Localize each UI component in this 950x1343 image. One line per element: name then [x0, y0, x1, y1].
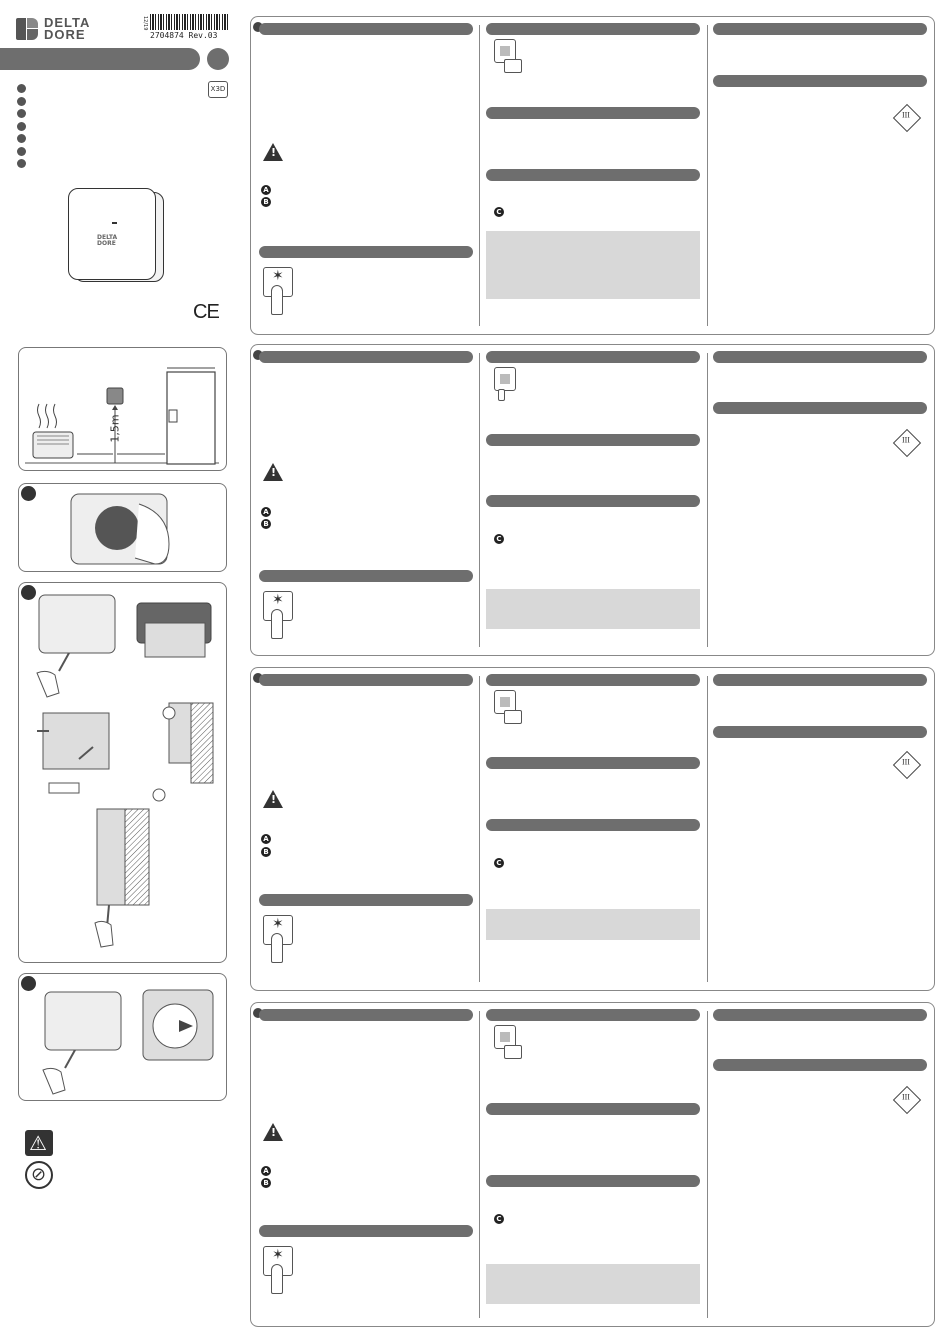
heading-bar	[486, 819, 700, 831]
height-label: 1,5m	[108, 414, 122, 443]
device-and-phone-icon	[492, 367, 522, 403]
heading-bar	[486, 434, 700, 446]
heading-bar	[259, 674, 473, 686]
note-box	[486, 589, 700, 629]
language-bullet	[17, 147, 26, 156]
marker-c: C	[494, 858, 504, 868]
step-1-panel	[18, 483, 227, 572]
heading-bar	[259, 570, 473, 582]
warning-triangle-icon: !	[263, 463, 283, 481]
marker-b: B	[261, 847, 271, 857]
column-1	[259, 345, 473, 655]
column-2	[486, 17, 700, 334]
marker-b: B	[261, 1178, 271, 1188]
column-2	[486, 1003, 700, 1326]
heading-bar	[259, 894, 473, 906]
language-bullet	[17, 134, 26, 143]
language-list	[17, 84, 26, 172]
push-button-icon	[261, 591, 295, 641]
heading-bar	[486, 351, 700, 363]
language-bullet	[17, 159, 26, 168]
barcode	[142, 14, 228, 40]
class-iii-diamond-icon: III	[893, 1086, 921, 1114]
x3d-badge: X3D	[208, 81, 228, 98]
delta-dore-logo-icon	[16, 18, 38, 40]
column-1	[259, 17, 473, 334]
marker-a: A	[261, 1166, 271, 1176]
push-button-icon	[261, 267, 295, 317]
step-2-panel	[18, 582, 227, 963]
language-bullet	[17, 84, 26, 93]
heading-bar	[713, 1059, 927, 1071]
heading-bar	[259, 246, 473, 258]
placement-diagram-panel	[18, 347, 227, 471]
barcode-bars	[150, 14, 228, 30]
heading-bar	[713, 726, 927, 738]
heading-bar	[713, 351, 927, 363]
warning-triangle-icon: !	[263, 790, 283, 808]
heading-bar	[713, 1009, 927, 1021]
barcode-number: 2704874 Rev.03	[150, 31, 218, 40]
step-3-panel	[18, 973, 227, 1101]
column-3	[713, 1003, 927, 1326]
marker-a: A	[261, 185, 271, 195]
marker-c: C	[494, 1214, 504, 1224]
heading-bar	[713, 674, 927, 686]
heading-bar	[486, 1175, 700, 1187]
delta-dore-logo	[16, 17, 90, 41]
heading-bar	[259, 1225, 473, 1237]
device-and-phone-icon	[492, 1025, 522, 1061]
heading-bar	[713, 402, 927, 414]
class-iii-diamond-icon: III	[893, 429, 921, 457]
product-brand: DELTA DORE	[97, 234, 118, 247]
heading-bar	[486, 757, 700, 769]
heading-bar	[259, 351, 473, 363]
heading-bar	[486, 674, 700, 686]
language-bullet	[17, 109, 26, 118]
product-illustration	[68, 188, 164, 282]
language-section-3	[250, 667, 935, 991]
heading-bar	[486, 1009, 700, 1021]
step-badge	[21, 486, 36, 501]
ce-mark: CE	[193, 301, 219, 323]
battery-illustration	[19, 974, 227, 1101]
column-3	[713, 17, 927, 334]
heading-bar	[486, 169, 700, 181]
logo-text: DELTA DORE	[44, 15, 91, 42]
note-box	[486, 231, 700, 299]
marker-b: B	[261, 519, 271, 529]
no-household-waste-icon: ⊘	[25, 1161, 53, 1189]
column-1	[259, 1003, 473, 1326]
warning-triangle-icon: !	[263, 1123, 283, 1141]
device-and-phone-icon	[492, 690, 522, 726]
language-section-4	[250, 1002, 935, 1327]
push-button-icon	[261, 915, 295, 965]
column-3	[713, 345, 927, 655]
heading-bar	[259, 1009, 473, 1021]
push-button-icon	[261, 1246, 295, 1296]
marker-b: B	[261, 197, 271, 207]
class-iii-diamond-icon: III	[893, 104, 921, 132]
column-2	[486, 345, 700, 655]
column-2	[486, 668, 700, 990]
column-3	[713, 668, 927, 990]
step-badge	[21, 585, 36, 600]
step-badge	[21, 976, 36, 991]
class-iii-diamond-icon: III	[893, 751, 921, 779]
marker-a: A	[261, 507, 271, 517]
heading-bar	[486, 1103, 700, 1115]
heading-bar	[486, 23, 700, 35]
heading-bar	[486, 495, 700, 507]
installation-illustration	[19, 583, 227, 963]
language-bullet	[17, 97, 26, 106]
marker-c: C	[494, 207, 504, 217]
title-circle	[207, 48, 229, 70]
left-column	[0, 0, 240, 1343]
barcode-side-text: 12/19	[142, 16, 148, 31]
note-box	[486, 1264, 700, 1304]
heading-bar	[486, 107, 700, 119]
language-section-1	[250, 16, 935, 335]
language-section-2	[250, 344, 935, 656]
warning-triangle-icon: !	[263, 143, 283, 161]
warning-triangle-icon: ⚠	[25, 1130, 53, 1156]
title-bar	[0, 48, 200, 70]
heading-bar	[713, 75, 927, 87]
note-box	[486, 909, 700, 940]
open-cover-illustration	[19, 484, 227, 572]
device-and-phone-icon	[492, 39, 522, 75]
marker-c: C	[494, 534, 504, 544]
product-led	[112, 222, 117, 224]
marker-a: A	[261, 834, 271, 844]
language-bullet	[17, 122, 26, 131]
heading-bar	[259, 23, 473, 35]
placement-diagram	[19, 348, 227, 471]
column-1	[259, 668, 473, 990]
heading-bar	[713, 23, 927, 35]
